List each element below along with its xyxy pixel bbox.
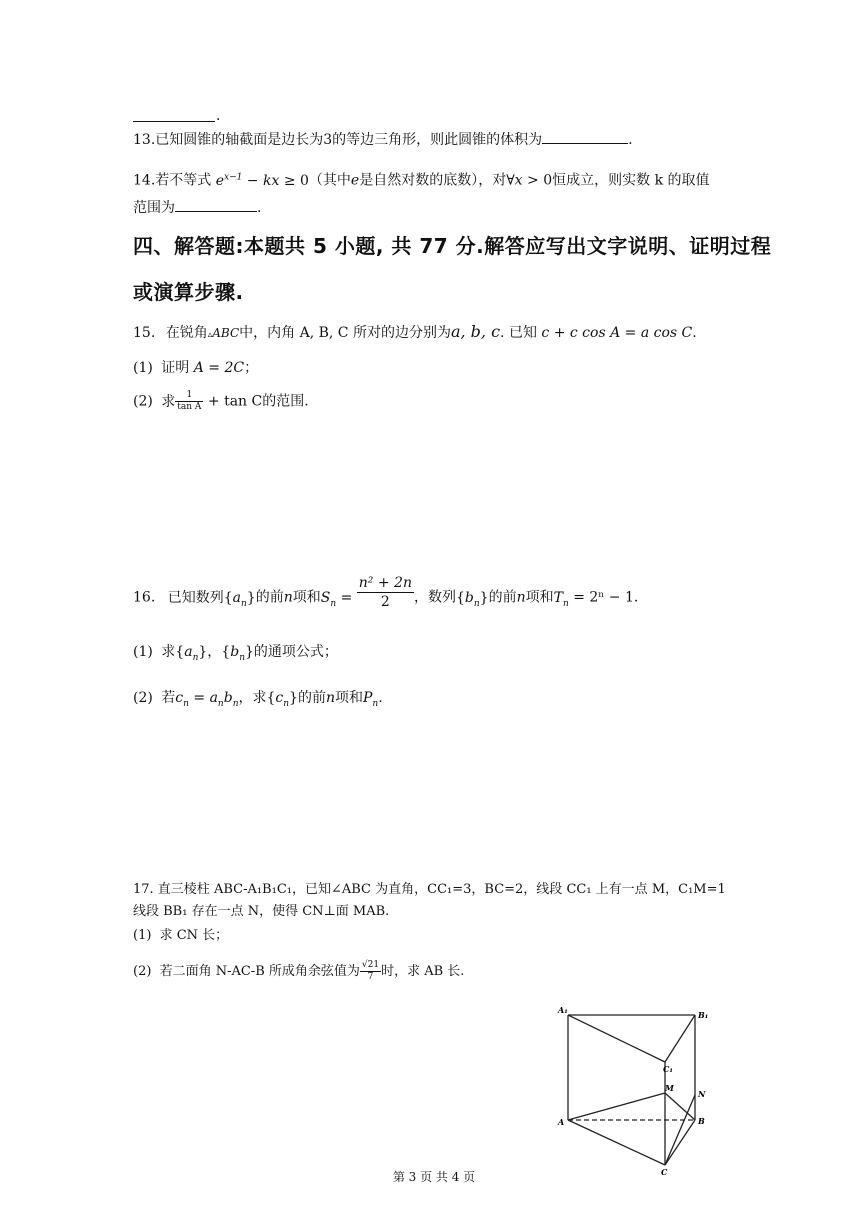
q16-t2: 的前 xyxy=(255,589,284,606)
label-b1: B₁ xyxy=(698,1010,709,1020)
q15-fraction: $\frac{1}{\text{tan A}}$ xyxy=(177,390,202,412)
question-15: 15. 在锐角▵ABC中，内角 A, B, C 所对的边分别为a, b, c. 已知 c + c cos A = a cos C. xyxy=(133,322,697,341)
q15-p2-plus: + tan C xyxy=(207,393,263,410)
question-17: 17. 直三棱柱 ABC-A₁B₁C₁，已知∠ABC 为直角，CC₁=3，BC=2，线段 CC₁ 上有一点 M，C₁M=1 xyxy=(133,882,726,897)
q15-p1-label: (1) xyxy=(133,360,153,376)
q15-num: 15. xyxy=(133,325,156,341)
q16-t5: 的前 xyxy=(488,589,517,606)
page-footer: 第 3 页 共 4 页 xyxy=(392,1170,476,1184)
q16-sn: $S_n$ = xyxy=(320,589,353,609)
q15-part1 xyxy=(133,358,258,378)
q14-forall: ∀x > 0 xyxy=(506,172,553,189)
label-c: C xyxy=(661,1167,668,1177)
q16-num: 16. xyxy=(133,589,156,606)
q13-end: . xyxy=(628,132,633,148)
q16-p2-mid: ，求 xyxy=(238,690,267,706)
q17-p2-label: (2) xyxy=(133,964,152,979)
q17-part2 xyxy=(133,960,464,983)
q14-num: 14. xyxy=(133,172,156,189)
q15-intro: 在锐角 xyxy=(165,325,208,341)
q16-an: $\{a_n\}$ xyxy=(223,589,256,609)
q17-p2-end: 时，求 AB 长. xyxy=(381,964,465,979)
prism-figure xyxy=(550,1000,720,1180)
q17-fraction: $\frac{√21}{7}$ xyxy=(361,960,380,982)
q17-part1 xyxy=(133,926,228,946)
period: . xyxy=(216,108,221,124)
q16-t6: 项和 xyxy=(525,589,554,606)
label-a1: A₁ xyxy=(558,1005,568,1015)
q16-n2: n xyxy=(516,589,526,606)
q14-e: e xyxy=(350,172,360,189)
question-16: 16. 已知数列$\{a_n\}$的前n项和$S_n$ = $\frac{\text{n² + 2n}}{2}$ ，数列$\{b_n\}$的前n项和$T_n = 2^n - 1$. xyxy=(133,575,639,610)
triangle-icon: ▵ xyxy=(207,330,213,340)
q14-post: 恒成立，则实数 k 的取值 xyxy=(552,172,710,189)
q16-p1-end: 的通项公式； xyxy=(253,644,338,660)
edge-a-c xyxy=(568,1120,665,1165)
q16-t1: 已知数列 xyxy=(167,589,224,606)
q13-text: 13.已知圆锥的轴截面是边长为3的等边三角形，则此圆锥的体积为 xyxy=(133,132,543,148)
section-heading-line2: 或演算步骤. xyxy=(133,280,244,304)
q15-p2-label: (2) xyxy=(133,393,153,410)
q15-p2-end: 的范围. xyxy=(262,393,309,410)
edge-a-m xyxy=(568,1093,665,1120)
q15-eq: c + c cos A = a cos C xyxy=(541,325,693,341)
q16-tn: $T_n$ xyxy=(553,589,569,609)
q14-e-desc: 是自然对数的底数），对 xyxy=(359,172,507,189)
edge-a1-c1 xyxy=(568,1015,665,1062)
label-n: N xyxy=(698,1089,706,1099)
q14-pre: 若不等式 xyxy=(155,172,212,189)
q15-p2-text: 求 xyxy=(161,393,176,410)
q16-p2-eq: $c_n = a_nb_n$ xyxy=(175,690,239,709)
edge-c1-b1 xyxy=(665,1015,695,1062)
q15-known: . 已知 xyxy=(500,325,537,341)
label-c1: C₁ xyxy=(663,1064,673,1074)
q16-part1 xyxy=(133,642,338,668)
q14-inequality: $e^{x-1}$ − kx ≥ 0 xyxy=(215,172,309,189)
q16-p2-text: 若 xyxy=(161,690,176,706)
q16-p1-label: (1) xyxy=(133,644,153,660)
q15-part2 xyxy=(133,390,309,413)
label-m: M xyxy=(665,1083,674,1093)
q16-p2-end: 项和 xyxy=(335,690,363,706)
section-heading: 四、解答题:本题共 5 小题, 共 77 分.解答应写出文字说明、证明过程 xyxy=(133,234,772,258)
q14-line2: 范围为 xyxy=(133,200,175,216)
q16-p1-mid: ， xyxy=(207,644,222,660)
q15-p1-text: 证明 xyxy=(161,360,190,376)
q16-p2-cn: $\{c_n\}$ xyxy=(266,690,298,709)
q15-tri: ABC xyxy=(212,326,240,340)
q15-mid: 中，内角 A, B, C 所对的边分别为 xyxy=(239,325,451,341)
answer-blank-q12 xyxy=(133,109,215,122)
q14-blank xyxy=(175,199,257,212)
question-14 xyxy=(133,167,710,191)
q16-pn: $P_n$ xyxy=(363,690,379,709)
q17-p2-text: 若二面角 N-AC-B 所成角余弦值为 xyxy=(159,964,360,979)
q14-cond: （其中 xyxy=(308,172,351,189)
q17-p1-label: (1) xyxy=(133,928,152,943)
q14-end: . xyxy=(257,200,262,216)
q16-n1: n xyxy=(283,589,293,606)
question-13 xyxy=(133,130,633,150)
q16-sn-fraction: $\frac{\text{n² + 2n}}{2}$ xyxy=(358,575,412,610)
question-14-line2 xyxy=(133,198,261,218)
q15-sides: a, b, c xyxy=(450,322,501,341)
q15-p1-eq: A = 2C xyxy=(193,360,245,376)
q16-bn: $\{b_n\}$ xyxy=(455,589,489,609)
q16-p1-bn: $\{b_n\}$ xyxy=(221,644,254,663)
q16-p2-mid2: 的前 xyxy=(297,690,326,706)
q15-p1-end: ； xyxy=(244,360,259,376)
q16-part2: (2) 若$c_n = a_nb_n$，求$\{c_n\}$的前n项和$P_n$. xyxy=(133,690,383,709)
label-a: A xyxy=(558,1117,565,1127)
q16-p2-label: (2) xyxy=(133,690,153,706)
q16-p1-text: 求 xyxy=(161,644,176,660)
q16-t4: ，数列 xyxy=(413,589,456,606)
q13-blank xyxy=(542,131,628,144)
label-b: B xyxy=(698,1116,705,1126)
q16-t3: 项和 xyxy=(292,589,321,606)
edge-c-n xyxy=(665,1095,695,1165)
edge-c-b xyxy=(665,1120,695,1165)
q17-p1-text: 求 CN 长； xyxy=(159,928,229,943)
q16-p1-an: $\{a_n\}$ xyxy=(175,644,208,663)
q16-p2-n: n xyxy=(325,690,335,706)
question-17-line2: 线段 BB₁ 存在一点 N，使得 CN⊥面 MAB. xyxy=(133,904,390,919)
q16-tn-value: = 2ⁿ − 1 xyxy=(573,589,634,606)
